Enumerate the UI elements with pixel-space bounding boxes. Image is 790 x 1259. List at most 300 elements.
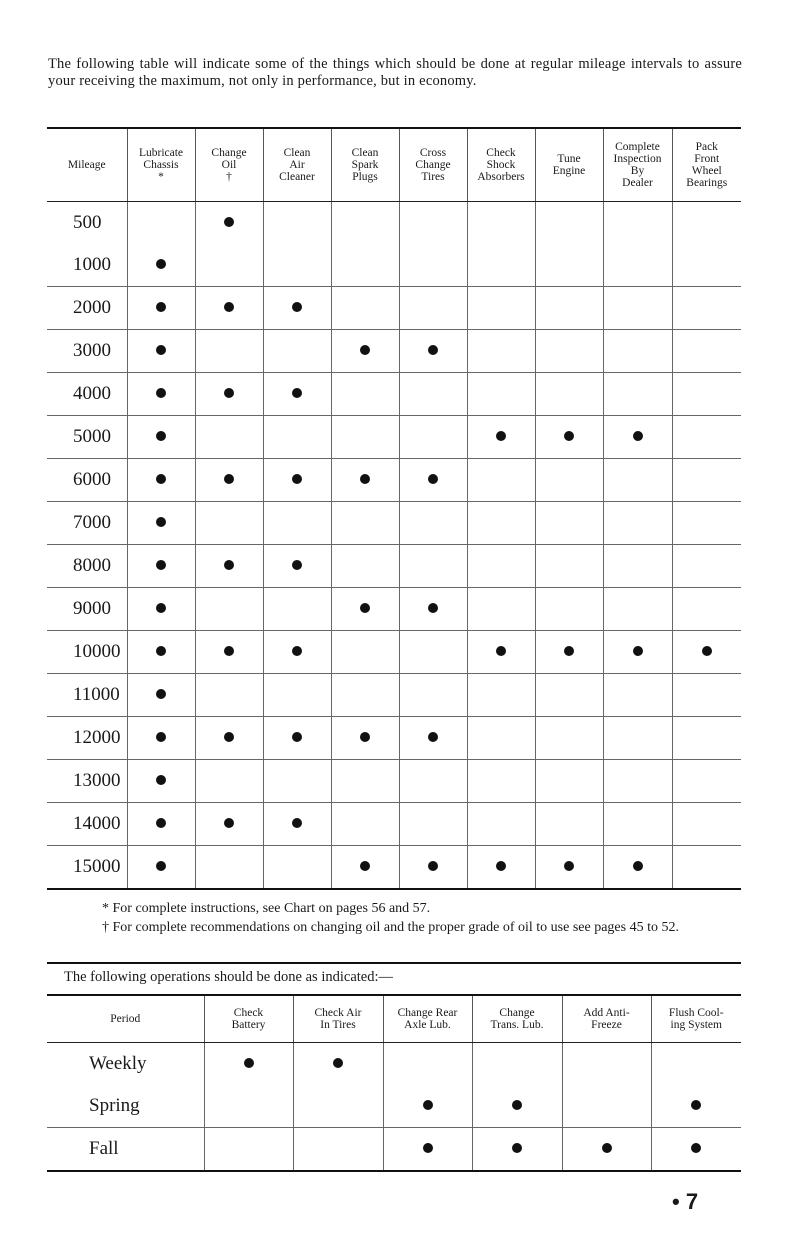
footnotes: [102, 901, 742, 939]
table-cell: [263, 803, 331, 846]
dot-mark: [633, 431, 643, 441]
dot-mark: [633, 646, 643, 656]
dot-mark: [156, 818, 166, 828]
table-cell: [562, 1043, 651, 1086]
table-cell: [383, 1085, 472, 1128]
table-cell: [562, 1085, 651, 1128]
table-cell: [204, 1043, 293, 1086]
table-cell: [127, 459, 195, 502]
column-header: [467, 128, 535, 202]
dot-mark: [360, 345, 370, 355]
mileage-maintenance-table: [47, 127, 741, 890]
table-cell: [399, 631, 467, 674]
column-header-line: Plugs: [352, 171, 378, 183]
table-cell: [535, 717, 603, 760]
table-cell: [195, 502, 263, 545]
table-cell: [331, 631, 399, 674]
table-cell: [535, 373, 603, 416]
table-cell: [331, 502, 399, 545]
table-cell: [467, 459, 535, 502]
mileage-cell: 12000: [47, 717, 127, 760]
dot-mark: [423, 1143, 433, 1153]
column-header-line: †: [226, 171, 232, 183]
table-cell: [383, 1128, 472, 1172]
dot-mark: [224, 302, 234, 312]
table-cell: [535, 760, 603, 803]
table-cell: [467, 330, 535, 373]
column-header-line: Change: [499, 1007, 535, 1019]
table-cell: [195, 459, 263, 502]
column-header: [535, 128, 603, 202]
table-cell: [672, 545, 741, 588]
dot-mark: [292, 474, 302, 484]
table-cell: [195, 287, 263, 330]
column-header-line: Wheel: [691, 165, 722, 177]
dot-mark: [512, 1143, 522, 1153]
dot-mark: [224, 217, 234, 227]
dot-mark: [496, 861, 506, 871]
period-cell: Spring: [89, 1095, 140, 1116]
table-cell: [293, 1043, 383, 1086]
table-row: [47, 1043, 741, 1086]
dot-mark: [292, 646, 302, 656]
column-header-line: Lubricate: [138, 147, 184, 159]
period-cell: Fall: [47, 1128, 204, 1172]
table-cell: [535, 803, 603, 846]
table-cell: [399, 588, 467, 631]
dot-mark: [224, 646, 234, 656]
table-cell: [467, 202, 535, 245]
table-cell: [467, 631, 535, 674]
table-cell: [127, 631, 195, 674]
table-cell: [535, 674, 603, 717]
table-cell: [195, 330, 263, 373]
dot-mark: [156, 259, 166, 269]
column-header: [603, 128, 672, 202]
table-cell: [399, 502, 467, 545]
dot-mark: [691, 1143, 701, 1153]
table-cell: [467, 674, 535, 717]
column-header: [472, 995, 562, 1043]
table-row: [47, 502, 741, 545]
dot-mark: [360, 603, 370, 613]
table-cell: [672, 502, 741, 545]
divider-rule: [47, 962, 741, 964]
table-cell: [195, 202, 263, 245]
table-row: [47, 330, 741, 373]
table-cell: [603, 846, 672, 890]
column-header-line: Freeze: [591, 1019, 622, 1031]
table-cell: [127, 717, 195, 760]
dot-mark: [496, 431, 506, 441]
column-header-line: Tires: [421, 171, 445, 183]
column-header-line: Dealer: [622, 177, 653, 189]
table-cell: [263, 502, 331, 545]
table-cell: [672, 631, 741, 674]
table-cell: [603, 760, 672, 803]
table-cell: [603, 416, 672, 459]
table-cell: [195, 545, 263, 588]
column-header-line: Clean: [283, 147, 311, 159]
table-cell: [293, 1085, 383, 1128]
column-header-line: Air: [289, 159, 305, 171]
dot-mark: [292, 818, 302, 828]
seasonal-operations-table: [47, 994, 741, 1172]
table-cell: [467, 244, 535, 287]
table-cell: [535, 588, 603, 631]
column-header-line: Inspection: [613, 153, 662, 165]
table-cell: [204, 1085, 293, 1128]
table-cell: [331, 803, 399, 846]
table-cell: [467, 760, 535, 803]
table-cell: [263, 760, 331, 803]
table-cell: [672, 330, 741, 373]
column-header: [672, 128, 741, 202]
column-header-line: Cleaner: [279, 171, 315, 183]
column-header-line: Change Rear: [397, 1007, 458, 1019]
table-cell: [127, 373, 195, 416]
table-cell: [195, 244, 263, 287]
table-row: [47, 373, 741, 416]
table-cell: [535, 459, 603, 502]
mileage-cell: 2000: [47, 287, 127, 330]
column-header: [293, 995, 383, 1043]
table-cell: [472, 1043, 562, 1086]
table-row: [47, 459, 741, 502]
table-cell: [195, 416, 263, 459]
table-cell: [293, 1128, 383, 1172]
table-cell: [195, 631, 263, 674]
table-cell: [127, 545, 195, 588]
dot-mark: [156, 775, 166, 785]
table-cell: [535, 502, 603, 545]
dot-mark: [156, 388, 166, 398]
dot-mark: [156, 689, 166, 699]
table-cell: [331, 588, 399, 631]
column-header-line: Flush Cool-: [668, 1007, 724, 1019]
table-cell: [672, 287, 741, 330]
column-header: [195, 128, 263, 202]
dot-mark: [292, 732, 302, 742]
column-header-line: Shock: [486, 159, 516, 171]
dot-mark: [156, 345, 166, 355]
table-cell: [672, 373, 741, 416]
table-row: [47, 202, 741, 245]
table-cell: [562, 1128, 651, 1172]
column-header-line: Battery: [231, 1019, 266, 1031]
table-cell: [263, 674, 331, 717]
period-cell: Weekly: [47, 1043, 204, 1086]
column-header-line: *: [158, 171, 164, 183]
table-cell: [263, 416, 331, 459]
intro-paragraph: The following table will indicate some of the things which should be done at regular mileage intervals to assure your receiving the maximum, not only in performance, but in economy.: [48, 56, 742, 89]
table-row: [47, 717, 741, 760]
table-cell: [195, 373, 263, 416]
table-cell: [535, 244, 603, 287]
column-header-line: ing System: [670, 1019, 722, 1031]
column-header-line: Change: [211, 147, 247, 159]
table-cell: [127, 588, 195, 631]
table-header-row: [47, 995, 741, 1043]
mileage-cell: 4000: [47, 373, 127, 416]
dot-mark: [564, 431, 574, 441]
table-cell: [603, 459, 672, 502]
table-cell: [672, 760, 741, 803]
table-cell: [331, 674, 399, 717]
table-cell: [535, 330, 603, 373]
table-cell: [651, 1128, 741, 1172]
table-cell: [331, 717, 399, 760]
dot-mark: [224, 732, 234, 742]
table-cell: [263, 717, 331, 760]
table-cell: [127, 502, 195, 545]
table-cell: [535, 545, 603, 588]
table-cell: [331, 545, 399, 588]
table-row: [47, 846, 741, 890]
dot-mark: [156, 646, 166, 656]
table-cell: [467, 588, 535, 631]
table-cell: [127, 416, 195, 459]
table-cell: [467, 545, 535, 588]
table-row: [47, 674, 741, 717]
column-header-line: Tune: [557, 153, 581, 165]
table-cell: [603, 674, 672, 717]
table-cell: [467, 416, 535, 459]
dot-mark: [224, 474, 234, 484]
column-header-line: Mileage: [67, 159, 106, 171]
dot-mark: [564, 646, 574, 656]
dot-mark: [156, 474, 166, 484]
table-cell: [603, 588, 672, 631]
table-cell: [467, 287, 535, 330]
table-cell: [263, 588, 331, 631]
mileage-cell: 11000: [47, 674, 127, 717]
column-header: [331, 128, 399, 202]
table-cell: [204, 1128, 293, 1172]
table-cell: [535, 846, 603, 890]
table-cell: [263, 373, 331, 416]
column-header-line: Check: [233, 1007, 264, 1019]
table-cell: [399, 545, 467, 588]
dot-mark: [156, 560, 166, 570]
table-cell: [472, 1128, 562, 1172]
dot-mark: [428, 345, 438, 355]
column-header-line: Chassis: [143, 159, 179, 171]
table-cell: [331, 459, 399, 502]
column-header: [204, 995, 293, 1043]
table-cell: [195, 588, 263, 631]
column-header-line: Front: [694, 153, 720, 165]
table-cell: [399, 416, 467, 459]
dot-mark: [428, 861, 438, 871]
dot-mark: [428, 603, 438, 613]
column-header-line: Check: [486, 147, 516, 159]
table-cell: [399, 846, 467, 890]
table-cell: [672, 803, 741, 846]
column-header: [399, 128, 467, 202]
table-cell: [263, 330, 331, 373]
mileage-cell: 5000: [47, 416, 127, 459]
table-cell: [399, 244, 467, 287]
table-cell: [603, 287, 672, 330]
table-cell: [195, 803, 263, 846]
table-cell: [399, 459, 467, 502]
table-cell: [383, 1043, 472, 1086]
dot-mark: [428, 474, 438, 484]
table-cell: [535, 202, 603, 245]
column-header-line: By: [630, 165, 645, 177]
page-number: • 7: [672, 1189, 699, 1214]
table-cell: [672, 244, 741, 287]
table-row: [47, 588, 741, 631]
mileage-cell: 14000: [47, 803, 127, 846]
table-cell: [127, 803, 195, 846]
dot-mark: [691, 1100, 701, 1110]
table-cell: [399, 202, 467, 245]
table-cell: [535, 631, 603, 674]
column-header-line: Change: [415, 159, 451, 171]
table-cell: [195, 760, 263, 803]
table-cell: [603, 717, 672, 760]
table-row: [47, 803, 741, 846]
column-header-line: Check Air: [314, 1007, 362, 1019]
table-cell: [399, 803, 467, 846]
table-cell: [263, 202, 331, 245]
table-header-row: [47, 128, 741, 202]
table-cell: [467, 717, 535, 760]
column-header: [47, 128, 127, 202]
column-header: [383, 995, 472, 1043]
dot-mark: [292, 560, 302, 570]
table-cell: [399, 674, 467, 717]
table-row: [47, 1085, 741, 1128]
dot-mark: [564, 861, 574, 871]
mileage-cell: 8000: [47, 545, 127, 588]
table-cell: [399, 287, 467, 330]
table-cell: [127, 202, 195, 245]
dot-mark: [156, 861, 166, 871]
mileage-cell: 13000: [47, 760, 127, 803]
table-cell: [651, 1085, 741, 1128]
table-cell: [399, 717, 467, 760]
column-header-line: Spark: [351, 159, 379, 171]
dot-mark: [292, 388, 302, 398]
table-cell: [263, 545, 331, 588]
table-cell: [603, 244, 672, 287]
table-cell: [399, 760, 467, 803]
dot-mark: [156, 431, 166, 441]
table-cell: [399, 373, 467, 416]
table-cell: [467, 373, 535, 416]
table-cell: [672, 588, 741, 631]
mileage-cell: 6000: [47, 459, 127, 502]
footnote-star: * For complete instructions, see Chart on pages 56 and 57.: [102, 901, 431, 916]
table-cell: [195, 846, 263, 890]
table-cell: [263, 287, 331, 330]
mileage-cell: 15000: [47, 846, 127, 890]
table-cell: [195, 717, 263, 760]
table-cell: [399, 330, 467, 373]
dot-mark: [224, 388, 234, 398]
dot-mark: [702, 646, 712, 656]
table-cell: [535, 416, 603, 459]
column-header-line: Cross: [419, 147, 447, 159]
table-cell: [263, 631, 331, 674]
dot-mark: [496, 646, 506, 656]
mileage-cell: 7000: [47, 502, 127, 545]
table-cell: [127, 287, 195, 330]
operations-heading: The following operations should be done as indicated:—: [64, 969, 393, 985]
table-cell: [331, 287, 399, 330]
column-header-line: Period: [110, 1013, 141, 1025]
column-header-line: Add Anti-: [583, 1007, 630, 1019]
table-cell: [672, 416, 741, 459]
table-cell: [472, 1085, 562, 1128]
table-row: [47, 287, 741, 330]
mileage-cell: 9000: [47, 588, 127, 631]
dot-mark: [512, 1100, 522, 1110]
table-cell: [672, 846, 741, 890]
dot-mark: [633, 861, 643, 871]
column-header-line: Clean: [351, 147, 379, 159]
table-cell: [603, 330, 672, 373]
table-cell: [331, 330, 399, 373]
table-cell: [672, 674, 741, 717]
dot-mark: [360, 474, 370, 484]
dot-mark: [244, 1058, 254, 1068]
column-header-line: Bearings: [686, 177, 728, 189]
table-cell: [127, 846, 195, 890]
column-header-line: Absorbers: [477, 171, 525, 183]
table-cell: [127, 760, 195, 803]
table-cell: [467, 846, 535, 890]
table-row: [47, 1128, 741, 1172]
column-header: [651, 995, 741, 1043]
table-cell: [672, 459, 741, 502]
table-cell: [331, 760, 399, 803]
table-cell: [127, 674, 195, 717]
table-cell: [331, 846, 399, 890]
dot-mark: [423, 1100, 433, 1110]
dot-mark: [224, 560, 234, 570]
table-row: [47, 416, 741, 459]
column-header: [47, 995, 204, 1043]
dot-mark: [333, 1058, 343, 1068]
table-cell: [127, 244, 195, 287]
table-cell: [263, 244, 331, 287]
table-cell: [331, 416, 399, 459]
table-row: [47, 244, 741, 287]
column-header-line: Complete: [615, 141, 660, 153]
table-cell: [603, 545, 672, 588]
table-cell: [331, 202, 399, 245]
mileage-cell: 3000: [47, 330, 127, 373]
footnote-dagger: † For complete recommendations on changing oil and the proper grade of oil to use see pages 45 to 52.: [102, 920, 679, 935]
mileage-cell: 10000: [47, 631, 127, 674]
dot-mark: [360, 732, 370, 742]
column-header-line: Pack: [695, 141, 718, 153]
column-header-line: Axle Lub.: [404, 1019, 451, 1031]
table-cell: [263, 459, 331, 502]
dot-mark: [156, 302, 166, 312]
table-cell: [535, 287, 603, 330]
table-cell: [331, 244, 399, 287]
table-row: [47, 545, 741, 588]
table-cell: [603, 631, 672, 674]
table-cell: [331, 373, 399, 416]
table-cell: [127, 330, 195, 373]
table-cell: [263, 846, 331, 890]
